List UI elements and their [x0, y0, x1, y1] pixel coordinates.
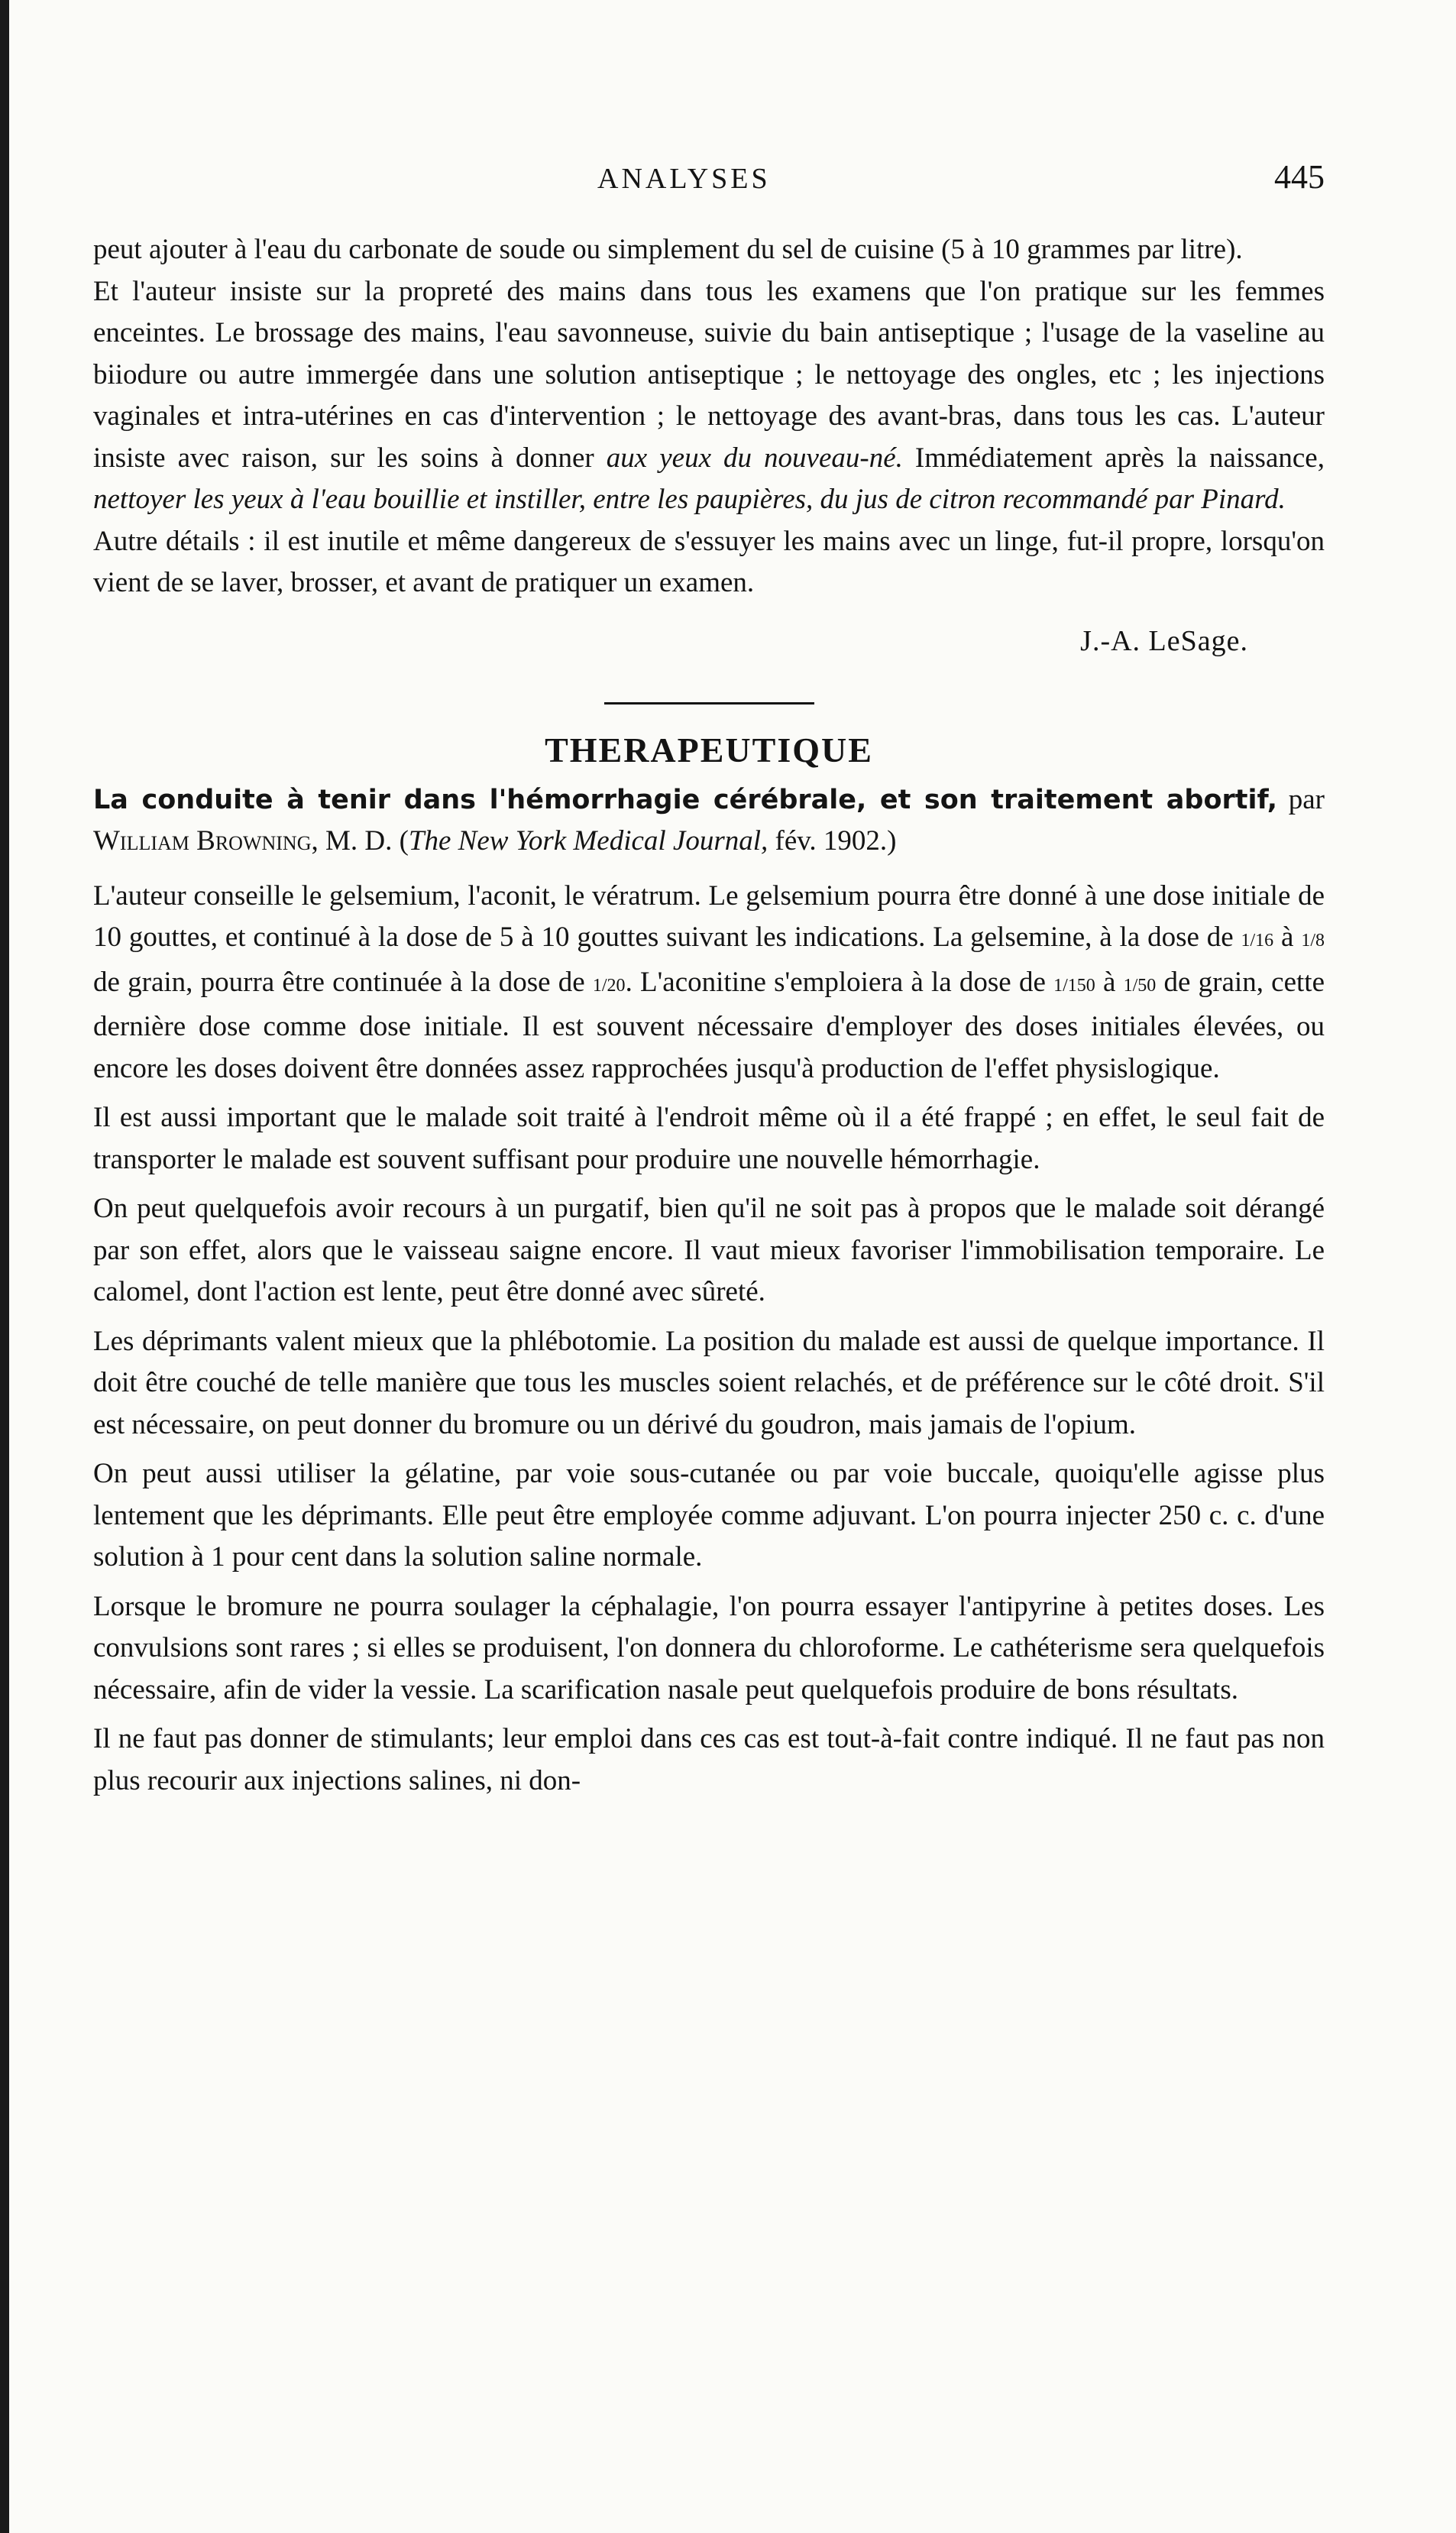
article-paragraph-5: On peut aussi utiliser la gélatine, par voie sous-cutanée ou par voie buccale, quoiqu'elle agisse plus lentement que les déprimants. Elle peut être employée comme adjuvant. L'on pourra injecter 250 c. c. d'une solution à 1 pour cent dans la solution saline normale. [93, 1458, 1325, 1573]
fraction: 1/8 [1301, 931, 1325, 951]
page-header [93, 158, 1325, 208]
text-run: . L'aconitine s'emploiera à la dose de [625, 966, 1054, 998]
text-run: Et l'auteur insiste sur la propreté des mains dans tous les examens que l'on pratique sur les femmes enceintes. Le brossage des mains, l'eau savonneuse, suivie du bain antiseptique ; l'usage de la vaseline au biiodure ou autre immergée dans une solution antiseptique ; le nettoyage des ongles, etc ; les injections vaginales et intra-utérines en cas d'intervention ; le nettoyage des avant-bras, dans tous les cas. L'auteur insiste avec raison, sur les soins à donner [93, 275, 1325, 474]
italic-run: aux yeux du nouveau-né. [606, 442, 903, 474]
article-heading [93, 779, 1325, 862]
journal-name: The New York Medical Journal, [408, 824, 768, 857]
continuation-paragraph-2 [93, 271, 1325, 521]
running-title: ANALYSES [597, 163, 771, 195]
fraction: 1/16 [1241, 931, 1274, 951]
text-run: par [1277, 783, 1325, 815]
article-paragraph-6: Lorsque le bromure ne pourra soulager la céphalagie, l'on pourra essayer l'antipyrine à petites doses. Les convulsions sont rares ; si elles se produisent, l'on donnera du chloroforme. Le cathéterisme sera quelquefois nécessaire, afin de vider la vessie. La scarification nasale peut quelquefois produire de bons résultats. [93, 1590, 1325, 1705]
page-body [93, 229, 1325, 1802]
article-paragraph-3: On peut quelquefois avoir recours à un purgatif, bien qu'il ne soit pas à propos que le malade soit dérangé par son effet, alors que le vaisseau saigne encore. Il vaut mieux favoriser l'immobilisation temporaire. Le calomel, dont l'action est lente, peut être donné avec sûreté. [93, 1193, 1325, 1307]
fraction: 1/50 [1123, 975, 1157, 996]
author-signature: J.-A. LeSage. [1080, 624, 1248, 657]
page-number: 445 [1274, 158, 1325, 196]
section-divider [604, 702, 814, 705]
text-run: de grain, pourra être continuée à la dose de [93, 966, 593, 998]
text-run: à [1095, 966, 1124, 998]
article-paragraph-2: Il est aussi important que le malade soit traité à l'endroit même où il a été frappé ; en effet, le seul fait de transporter le malade est souvent suffisant pour produire une nouvelle hémorrhagie. [93, 1102, 1325, 1175]
text-run: de grain, cette dernière dose comme dose initiale. Il est souvent nécessaire d'employer des doses initiales élevées, ou encore les doses doivent être données assez rapprochées jusqu'à production de l'effet physislogique. [93, 966, 1325, 1084]
continuation-paragraph-1: peut ajouter à l'eau du carbonate de soude ou simplement du sel de cuisine (5 à 10 grammes par litre). [93, 234, 1243, 265]
article-paragraph-1 [93, 876, 1325, 1090]
article-author: William Browning, M. D. [93, 824, 393, 857]
article-paragraph-4: Les déprimants valent mieux que la phlébotomie. La position du malade est aussi de quelque importance. Il doit être couché de telle manière que tous les muscles soient relachés, et de préférence sur le côté droit. S'il est nécessaire, on peut donner du bromure ou un dérivé du goudron, mais jamais de l'opium. [93, 1325, 1325, 1440]
scan-border [0, 0, 9, 2533]
section-title: THERAPEUTIQUE [545, 730, 873, 769]
text-run: Immédiatement après la naissance, [902, 442, 1325, 474]
fraction: 1/150 [1053, 975, 1095, 996]
article-paragraph-7: Il ne faut pas donner de stimulants; leur emploi dans ces cas est tout-à-fait contre indiqué. Il ne faut pas non plus recourir aux injections salines, ni don- [93, 1723, 1325, 1796]
italic-run: nettoyer les yeux à l'eau bouillie et instiller, entre les paupières, du jus de citron recommandé par Pinard. [93, 484, 1286, 515]
article-title: La conduite à tenir dans l'hémorrhagie cérébrale, et son traitement abortif, [93, 784, 1278, 815]
fraction: 1/20 [592, 975, 626, 996]
text-run: L'auteur conseille le gelsemium, l'aconit, le vératrum. Le gelsemium pourra être donné à une dose initiale de 10 gouttes, et continué à la dose de 5 à 10 gouttes suivant les indications. La gelsemine, à la dose de [93, 879, 1325, 953]
source-date: fév. 1902.) [768, 824, 897, 857]
text-run: à [1273, 922, 1302, 953]
text-run: ( [392, 824, 409, 857]
continuation-paragraph-3: Autre détails : il est inutile et même dangereux de s'essuyer les mains avec un linge, fut-il propre, lorsqu'on vient de se laver, brosser, et avant de pratiquer un examen. [93, 525, 1325, 598]
